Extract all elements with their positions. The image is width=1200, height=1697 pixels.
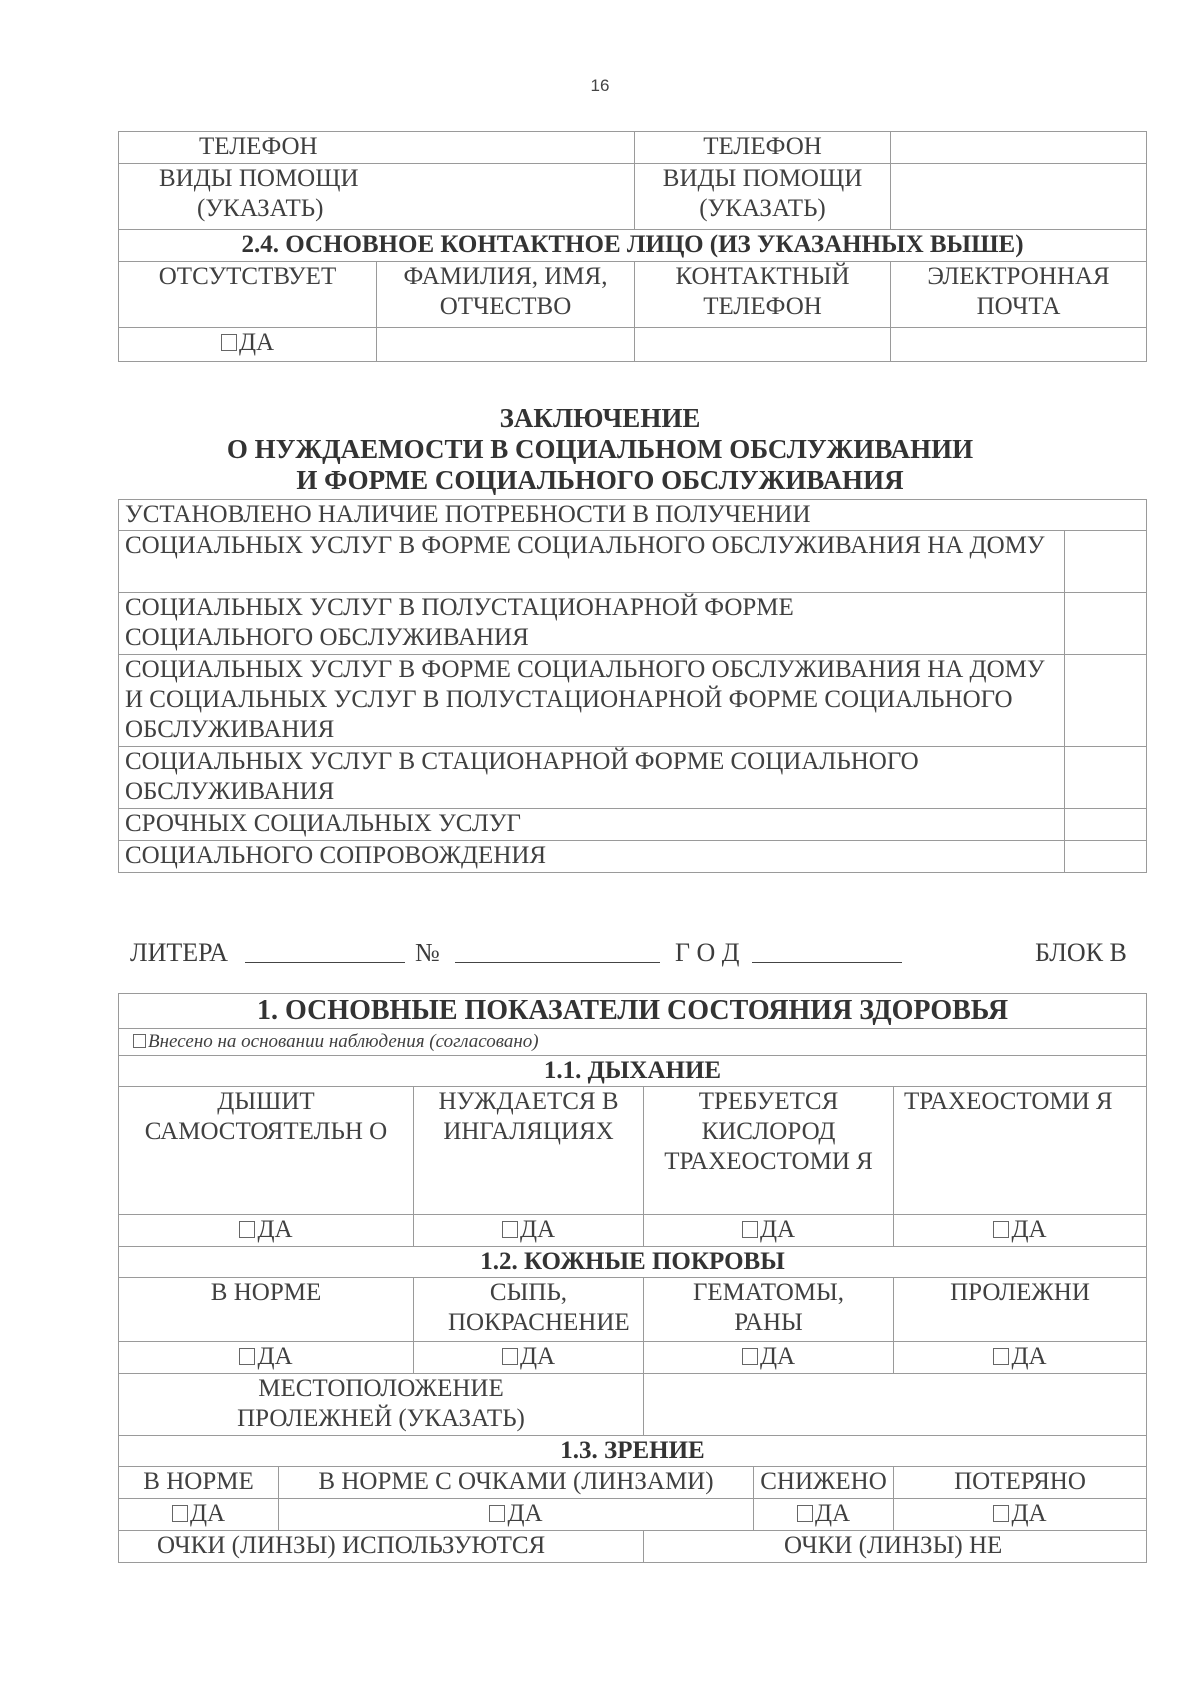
conclusion-row-home-mark[interactable]: [1065, 531, 1147, 593]
help-kinds-left: ВИДЫ ПОМОЩИ (УКАЗАТЬ): [119, 164, 635, 230]
absent-checkbox-cell[interactable]: ДА: [119, 328, 377, 362]
checkbox-icon[interactable]: [993, 1505, 1009, 1522]
checkbox-icon[interactable]: [742, 1221, 758, 1238]
vision-col-normal: В НОРМЕ: [119, 1467, 279, 1499]
conclusion-title-3: И ФОРМЕ СОЦИАЛЬНОГО ОБСЛУЖИВАНИЯ: [296, 465, 904, 495]
conclusion-row-semi-stationary: СОЦИАЛЬНЫХ УСЛУГ В ПОЛУСТАЦИОНАРНОЙ ФОРМЕ СОЦИАЛЬНОГО ОБСЛУЖИВАНИЯ: [119, 593, 1065, 655]
breathing-col-inhalation: НУЖДАЕТСЯ В ИНГАЛЯЦИЯХ: [414, 1087, 644, 1215]
vision-lost-checkbox[interactable]: ДА: [894, 1499, 1147, 1531]
year-label: Г О Д: [675, 938, 740, 967]
checkbox-icon[interactable]: [239, 1221, 255, 1238]
contacts-table: [118, 131, 1147, 362]
conclusion-row-stationary: СОЦИАЛЬНЫХ УСЛУГ В СТАЦИОНАРНОЙ ФОРМЕ СОЦИАЛЬНОГО ОБСЛУЖИВАНИЯ: [119, 747, 1065, 809]
health-note: Внесено на основании наблюдения (согласовано): [119, 1029, 1147, 1056]
breathing-inhalation-checkbox[interactable]: ДА: [414, 1215, 644, 1247]
page-number: 16: [590, 76, 610, 95]
checkbox-icon[interactable]: [742, 1348, 758, 1365]
email-value[interactable]: [891, 328, 1147, 362]
number-label: №: [415, 938, 440, 967]
vision-glasses-checkbox[interactable]: ДА: [279, 1499, 754, 1531]
health-title: 1. ОСНОВНЫЕ ПОКАЗАТЕЛИ СОСТОЯНИЯ ЗДОРОВЬЯ: [119, 994, 1147, 1029]
checkbox-icon[interactable]: [502, 1221, 518, 1238]
litera-label: ЛИТЕРА: [130, 938, 229, 967]
skin-hematoma-checkbox[interactable]: ДА: [644, 1342, 894, 1374]
skin-col-normal: В НОРМЕ: [119, 1278, 414, 1342]
skin-col-hematoma: ГЕМАТОМЫ, РАНЫ: [644, 1278, 894, 1342]
vision-col-lost: ПОТЕРЯНО: [894, 1467, 1147, 1499]
skin-title: 1.2. КОЖНЫЕ ПОКРОВЫ: [119, 1247, 1147, 1278]
fio-value[interactable]: [377, 328, 635, 362]
breathing-oxygen-checkbox[interactable]: ДА: [644, 1215, 894, 1247]
contact-phone-value[interactable]: [635, 328, 891, 362]
checkbox-icon[interactable]: [993, 1348, 1009, 1365]
help-kinds-right: ВИДЫ ПОМОЩИ (УКАЗАТЬ): [635, 164, 891, 230]
bedsores-location-value[interactable]: [644, 1374, 1147, 1436]
conclusion-row-support-mark[interactable]: [1065, 841, 1147, 873]
conclusion-header-row: УСТАНОВЛЕНО НАЛИЧИЕ ПОТРЕБНОСТИ В ПОЛУЧЕНИИ: [119, 500, 1147, 531]
conclusion-title-2: О НУЖДАЕМОСТИ В СОЦИАЛЬНОМ ОБСЛУЖИВАНИИ: [226, 434, 974, 464]
vision-col-reduced: СНИЖЕНО: [754, 1467, 894, 1499]
col-email: ЭЛЕКТРОННАЯ ПОЧТА: [891, 262, 1147, 328]
checkbox-icon[interactable]: [797, 1505, 813, 1522]
skin-normal-checkbox[interactable]: ДА: [119, 1342, 414, 1374]
col-contact-phone: КОНТАКТНЫЙ ТЕЛЕФОН: [635, 262, 891, 328]
phone-label-right: ТЕЛЕФОН: [635, 132, 891, 164]
phone-label-left: ТЕЛЕФОН: [119, 132, 635, 164]
skin-col-rash: СЫПЬ, ПОКРАСНЕНИЕ: [414, 1278, 644, 1342]
breathing-title: 1.1. ДЫХАНИЕ: [119, 1056, 1147, 1087]
block-label: БЛОК В: [1035, 938, 1127, 967]
conclusion-row-stationary-mark[interactable]: [1065, 747, 1147, 809]
conclusion-row-support: СОЦИАЛЬНОГО СОПРОВОЖДЕНИЯ: [119, 841, 1065, 873]
skin-bedsores-checkbox[interactable]: ДА: [894, 1342, 1147, 1374]
breathing-tracheostomy-checkbox[interactable]: ДА: [894, 1215, 1147, 1247]
conclusion-row-home-and-semi-mark[interactable]: [1065, 655, 1147, 747]
checkbox-icon[interactable]: [172, 1505, 188, 1522]
breathing-col-self: ДЫШИТ САМОСТОЯТЕЛЬН О: [119, 1087, 414, 1215]
conclusion-row-urgent-mark[interactable]: [1065, 809, 1147, 841]
skin-rash-checkbox[interactable]: ДА: [414, 1342, 644, 1374]
col-fio: ФАМИЛИЯ, ИМЯ, ОТЧЕСТВО: [377, 262, 635, 328]
checkbox-icon[interactable]: [239, 1348, 255, 1365]
phone-value-right[interactable]: [891, 132, 1147, 164]
conclusion-row-home: СОЦИАЛЬНЫХ УСЛУГ В ФОРМЕ СОЦИАЛЬНОГО ОБСЛУЖИВАНИЯ НА ДОМУ: [119, 531, 1065, 593]
checkbox-icon[interactable]: [133, 1034, 146, 1048]
conclusion-title-1: ЗАКЛЮЧЕНИЕ: [499, 403, 701, 433]
litera-line: [130, 938, 1140, 974]
conclusion-row-urgent: СРОЧНЫХ СОЦИАЛЬНЫХ УСЛУГ: [119, 809, 1065, 841]
glasses-used-label: ОЧКИ (ЛИНЗЫ) ИСПОЛЬЗУЮТСЯ: [119, 1531, 644, 1563]
section-title-main-contact: 2.4. ОСНОВНОЕ КОНТАКТНОЕ ЛИЦО (ИЗ УКАЗАННЫХ ВЫШЕ): [119, 230, 1147, 262]
breathing-col-oxygen: ТРЕБУЕТСЯ КИСЛОРОД ТРАХЕОСТОМИ Я: [644, 1087, 894, 1215]
vision-title: 1.3. ЗРЕНИЕ: [119, 1436, 1147, 1467]
conclusion-row-home-and-semi: СОЦИАЛЬНЫХ УСЛУГ В ФОРМЕ СОЦИАЛЬНОГО ОБСЛУЖИВАНИЯ НА ДОМУ И СОЦИАЛЬНЫХ УСЛУГ В ПОЛУСТАЦИОНАРНОЙ ФОРМЕ СОЦИАЛЬНОГО ОБСЛУЖИВАНИЯ: [119, 655, 1065, 747]
checkbox-icon[interactable]: [221, 334, 237, 351]
litera-field[interactable]: [245, 938, 405, 963]
checkbox-icon[interactable]: [993, 1221, 1009, 1238]
breathing-self-checkbox[interactable]: ДА: [119, 1215, 414, 1247]
bedsores-location-label: МЕСТОПОЛОЖЕНИЕ ПРОЛЕЖНЕЙ (УКАЗАТЬ): [119, 1374, 644, 1436]
checkbox-icon[interactable]: [489, 1505, 505, 1522]
vision-col-glasses: В НОРМЕ С ОЧКАМИ (ЛИНЗАМИ): [279, 1467, 754, 1499]
health-table: [118, 993, 1147, 1563]
vision-reduced-checkbox[interactable]: ДА: [754, 1499, 894, 1531]
conclusion-table: [118, 499, 1147, 873]
breathing-col-tracheostomy: ТРАХЕОСТОМИ Я: [894, 1087, 1147, 1215]
conclusion-row-semi-stationary-mark[interactable]: [1065, 593, 1147, 655]
glasses-not-label: ОЧКИ (ЛИНЗЫ) НЕ: [644, 1531, 1147, 1563]
help-kinds-value-right[interactable]: [891, 164, 1147, 230]
skin-col-bedsores: ПРОЛЕЖНИ: [894, 1278, 1147, 1342]
number-field[interactable]: [455, 938, 660, 963]
year-field[interactable]: [752, 938, 902, 963]
vision-normal-checkbox[interactable]: ДА: [119, 1499, 279, 1531]
checkbox-icon[interactable]: [502, 1348, 518, 1365]
col-absent: ОТСУТСТВУЕТ: [119, 262, 377, 328]
